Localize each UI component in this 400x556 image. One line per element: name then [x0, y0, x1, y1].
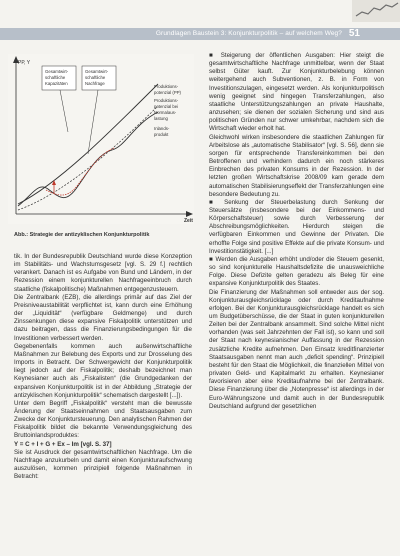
paragraph: Unter dem Begriff „Fiskalpolitik“ versteht man die bewusste Änderung der Staatseinnahmen und Staatsausgaben zum Zwecke der Konjunktursteuerung. Den analytischen Rahmen der Fiskalpolitik bildet die bekannte Verwendungsgleichung des Bruttoinlandsproduktes: [14, 399, 192, 440]
box-nachfrage-text: Gesamtwirt- schaftliche Nachfrage [85, 69, 109, 86]
label-pp: Produktions- potenzial (PP) [154, 84, 181, 95]
right-column [209, 52, 384, 411]
y-axis-label: PP, Y [18, 60, 31, 66]
paragraph: ■ Senkung der Steuerbelastung durch Senkung der Steuersätze (insbesondere bei der Einkommens- und Körperschaftsteuer) sowie durch Verbesserung der Abschreibungsmöglichkeiten. Hierdurch steigen die verfügbaren Einkommen und Gewinne der Privaten. Die erhoffte Folge sind positive Effekte auf die private Konsum- und Investitionstätigkeit. [...] [209, 198, 384, 255]
curve-pp [18, 84, 158, 204]
running-title: Grundlagen Baustein 3: Konjunkturpolitik – auf welchem Weg? [155, 30, 342, 37]
paragraph: Die Zentralbank (EZB), die allerdings primär auf das Ziel der Preisniveaustabilität verpflichtet ist, kann durch eine Erhöhung der „Liquidität“ (verfügbare Geldmenge) und durch Zinssenkungen diese expansive Fiskalpolitik unterstützen und dazu beitragen, dass die Finanzierungsbedingungen für die Investitionen verbessert werden. [14, 293, 192, 342]
box-kapazitaeten-text: Gesamtwirt- schaftliche Kapazitäten [45, 69, 69, 86]
figure-antizyklisch [8, 54, 194, 224]
figure-caption: Abb.: Strategie der antizyklischen Konjunkturpolitik [14, 232, 150, 238]
paragraph: ■ Steigerung der öffentlichen Ausgaben: Hier steigt die gesamtwirtschaftliche Nachfrage unmittelbar, wenn der Staat selbst Güter kauft. Zur Konjunkturbelebung können weitergehend auch Subventionen, z. B. in Form von Investitionszulagen, eingesetzt werden. Als konjunkturpolitisch wenig geeignet sind hingegen Transferzahlungen, also staatliche Unterstützungszahlungen an private Haushalte, anzusehen; sie dienen der sozialen Sicherung und sind aus politischen Gründen nur schwer umkehrbar, nachdem sich die Wirtschaft wieder erholt hat. [209, 52, 384, 133]
paragraph: Gleichwohl wirken insbesondere die staatlichen Zahlungen für Arbeitslose als „automatische Stabilisator“ [vgl. S. 56], denn sie sorgen für entsprechende Transfereinkommen bei den Betroffenen und verhindern dadurch ein noch stärkeres Einbrechen des privaten Konsums in der Rezession. In der letzten großen Wirtschaftskrise 2008/09 kam gerade dem automatischen Stabilisierungseffekt der Transferzahlungen eine besondere Bedeutung zu. [209, 133, 384, 198]
konjunktur-diagram [8, 54, 194, 224]
paragraph: Die Finanzierung der Maßnahmen soll entweder aus der sog. Konjunkturausgleichsrücklage oder durch Kreditaufnahme erfolgen. Bei der Konjunkturausgleichsrücklage handelt es sich um Budgetüberschüsse, die der Staat in guten konjunkturellen Zeiten bei der Zentralbank ansammelt. Sind solche Mittel nicht vorhanden (was seit Jahrzehnten der Fall ist), so kann und soll der Staat nach keynesianischer Auffassung in der Rezession zusätzliche Kredite aufnehmen. Den Einsatz kreditfinanzierter Staatsausgaben nennt man auch „deficit spending“. Prinzipiell besteht für den Staat die Möglichkeit, die finanziellen Mittel von privaten Geld- und Kapitalmarkt zu erhalten. Keynesianer favorisieren aber eine Kreditaufnahme bei der Zentralbank. Diese Finanzierung über die „Notenpresse“ ist allerdings in der Euro-Währungszone und damit auch in der Bundesrepublik Deutschland aufgrund der gesetzlichen [209, 288, 384, 410]
formula: Y = C + I + G + Ex – Im [vgl. S. 37] [14, 440, 112, 448]
chart-thumbnail-icon [352, 0, 400, 22]
left-column [14, 253, 192, 481]
label-inland: Inlands- produkt [154, 126, 170, 137]
paragraph: Gegebenenfalls kommen auch außenwirtschaftliche Maßnahmen zur Belebung des Exports und zur Drosselung des Imports in Betracht. Der Schwergewicht der Konjunkturpolitik liegt jedoch auf der Fiskalpolitik; deshalb bezeichnet man Keynesianer auch als „Fiskalisten“ (die Grundgedanken der expansiven Konjunkturpolitik ist in der Abbildung „Strategie der antizyklischen Konjunkturpolitik“ schematisch dargestellt [...]). [14, 342, 192, 399]
header [0, 0, 400, 40]
x-axis-label: Zeit [184, 218, 193, 224]
paragraph: tik. In der Bundesrepublik Deutschland wurde diese Konzeption im Stabilitäts- und Wachstumsgesetz [vgl. S. 29 f.] rechtlich verankert. Danach ist es Aufgabe von Bund und Ländern, in der Rezession einem konjunkturellen Nachfrageeinbruch durch staatliche (fiskalpolitische) Maßnahmen entgegenzusteuern. [14, 253, 192, 293]
page-number: 51 [348, 28, 360, 39]
x-axis-arrow [186, 211, 193, 217]
header-picture [352, 0, 400, 22]
label-normal: Produktions- potenzial bei Normalaus- lastung [154, 98, 179, 121]
curve-normal [18, 106, 158, 210]
curve-stabilized [46, 148, 114, 195]
paragraph: Sie ist Ausdruck der gesamtwirtschaftlichen Nachfrage. Um die Nachfrage anzukurbeln und damit einen Konjunkturaufschwung auszulösen, kommen prinzipiell folgende Maßnahmen in Betracht: [14, 448, 192, 481]
paragraph: ■ Werden die Ausgaben erhöht und/oder die Steuern gesenkt, so sind konjunkturelle Haushaltsdefizite die unausweichliche Folge. Diese Defizite gelten geradezu als Beleg für eine expansive Konjunkturpolitik des Staates. [209, 255, 384, 288]
